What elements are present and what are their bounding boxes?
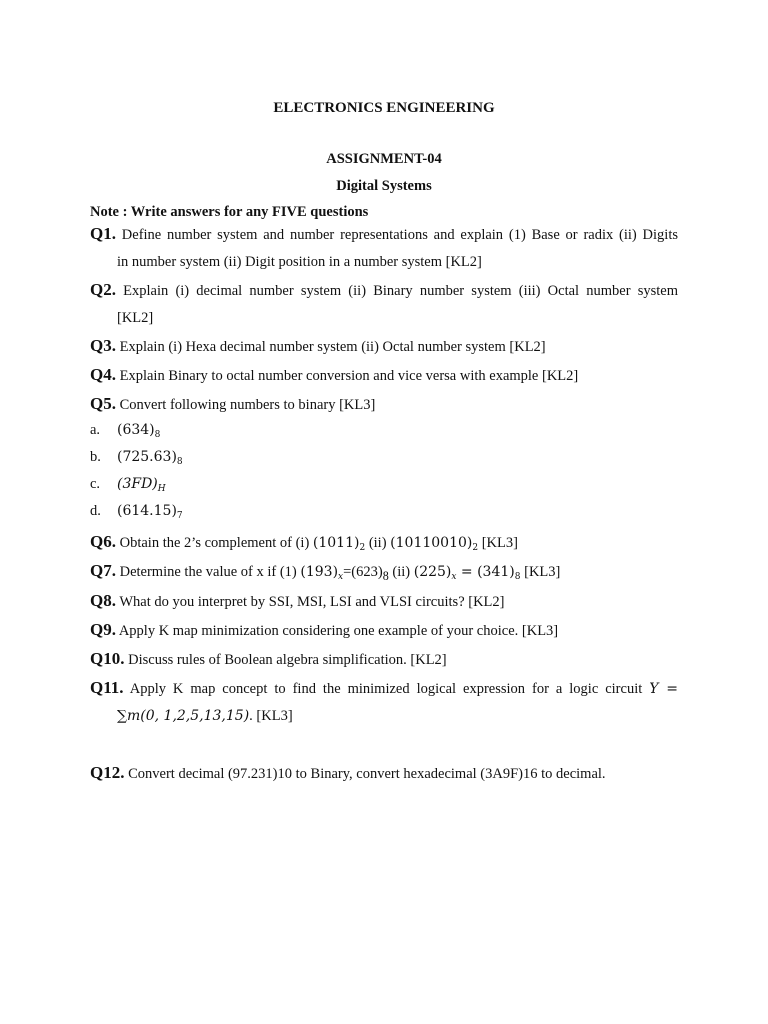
department-title: ELECTRONICS ENGINEERING — [273, 100, 495, 116]
question-text: What do you interpret by SSI, MSI, LSI and VLSI circuits? [KL2] — [119, 594, 505, 610]
question-number: Q1. — [90, 224, 116, 243]
question-text-continued: [KL2] — [117, 310, 154, 326]
question-7 — [90, 557, 678, 591]
output-expression: Y = — [649, 681, 678, 697]
question-number: Q8. — [90, 591, 116, 610]
subquestion-letter: b. — [90, 449, 101, 465]
question-number: Q12. — [90, 763, 125, 782]
subquestion-letter: d. — [90, 503, 101, 519]
question-text: Apply K map concept to find the minimized logical expression for a logic circuit — [129, 681, 650, 697]
question-text: Obtain the 2’s complement of (i) $(1011)_2$ (ii) $(10110010)_2$ [KL3] — [119, 535, 518, 553]
question-number: Q2. — [90, 280, 116, 299]
question-12 — [90, 759, 678, 788]
question-number: Q4. — [90, 365, 116, 384]
question-text: Define number system and number representations and explain (1) Base or radix (ii) Digits — [121, 227, 679, 243]
question-text-continued: in number system (ii) Digit position in a number system [KL2] — [117, 254, 482, 270]
question-9 — [90, 616, 678, 645]
question-2 — [90, 276, 678, 332]
question-number: Q5. — [90, 394, 116, 413]
question-number: Q10. — [90, 649, 125, 668]
question-10 — [90, 645, 678, 674]
question-number: Q6. — [90, 532, 116, 551]
number-expression: $(614.15)_7$ — [117, 503, 183, 521]
question-text: Discuss rules of Boolean algebra simplification. [KL2] — [128, 652, 447, 668]
question-text: Apply K map minimization considering one example of your choice. [KL3] — [118, 623, 559, 639]
question-text: Convert decimal (97.231)10 to Binary, convert hexadecimal (3A9F)16 to decimal. — [128, 766, 606, 782]
question-number: Q11. — [90, 678, 124, 697]
question-3 — [90, 332, 678, 361]
note: Note : Write answers for any FIVE questions — [90, 204, 369, 220]
number-expression: $(3FD)_H$ — [117, 476, 166, 494]
subquestion-letter: a. — [90, 422, 101, 438]
question-4 — [90, 361, 678, 390]
question-number: Q9. — [90, 620, 116, 639]
question-number: Q7. — [90, 561, 116, 580]
question-5 — [90, 390, 678, 419]
number-expression: $(725.63)_8$ — [117, 449, 183, 467]
question-text: Determine the value of x if (1) $(193)_x=(623)_8$ (ii) $(225)_x = (341)_8$ [KL3] — [119, 564, 561, 583]
question-1 — [90, 220, 678, 276]
question-text-continued: ∑m(0, 1,2,5,13,15). [KL3] — [117, 708, 293, 724]
number-expression: $(634)_8$ — [117, 422, 161, 440]
question-text: Explain (i) Hexa decimal number system (ii) Octal number system [KL2] — [119, 339, 546, 355]
subquestion-letter: c. — [90, 476, 101, 492]
subquestion-d — [90, 498, 183, 530]
question-text: Explain Binary to octal number conversion and vice versa with example [KL2] — [119, 368, 579, 384]
question-11 — [90, 674, 678, 730]
assignment-number: ASSIGNMENT-04 — [326, 151, 442, 167]
question-8 — [90, 587, 678, 616]
question-text: Explain (i) decimal number system (ii) Binary number system (iii) Octal number system — [123, 283, 679, 299]
question-number: Q3. — [90, 336, 116, 355]
question-text: Convert following numbers to binary [KL3] — [119, 397, 376, 413]
subject-title: Digital Systems — [336, 178, 432, 194]
